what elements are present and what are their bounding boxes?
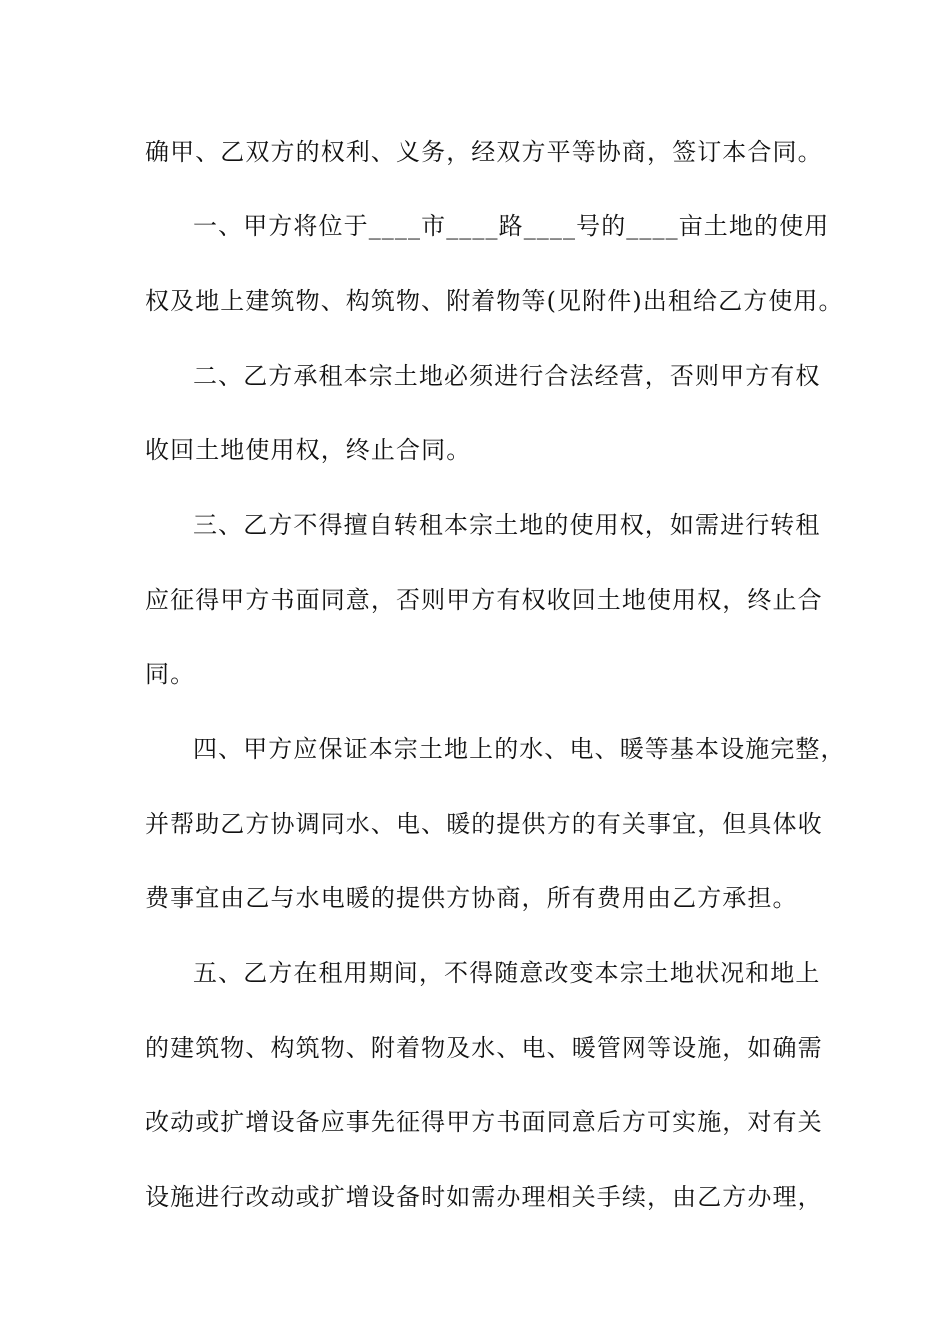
clause-5-line-3: 改动或扩增设备应事先征得甲方书面同意后方可实施，对有关 — [145, 1108, 823, 1136]
text-line-1: 确甲、乙双方的权利、义务，经双方平等协商，签订本合同。 — [145, 138, 823, 166]
clause-1-line-2: 权及地上建筑物、构筑物、附着物等(见附件)出租给乙方使用。 — [145, 287, 844, 315]
clause-5-line-1: 五、乙方在租用期间，不得随意改变本宗土地状况和地上 — [193, 959, 821, 987]
clause-5-line-2: 的建筑物、构筑物、附着物及水、电、暖管网等设施，如确需 — [145, 1034, 823, 1062]
clause-2-line-2: 收回土地使用权，终止合同。 — [145, 436, 472, 464]
clause-1-line-1: 一、甲方将位于____市____路____号的____亩土地的使用 — [193, 212, 830, 240]
clause-2-line-1: 二、乙方承租本宗土地必须进行合法经营，否则甲方有权 — [193, 362, 821, 390]
clause-3-line-2: 应征得甲方书面同意，否则甲方有权收回土地使用权，终止合 — [145, 586, 823, 614]
clause-4-line-2: 并帮助乙方协调同水、电、暖的提供方的有关事宜，但具体收 — [145, 810, 823, 838]
clause-4-line-3: 费事宜由乙与水电暖的提供方协商，所有费用由乙方承担。 — [145, 884, 798, 912]
clause-4-line-1: 四、甲方应保证本宗土地上的水、电、暖等基本设施完整， — [193, 735, 846, 763]
clause-5-line-4: 设施进行改动或扩增设备时如需办理相关手续，由乙方办理， — [145, 1183, 823, 1211]
clause-3-line-3: 同。 — [145, 660, 196, 688]
clause-3-line-1: 三、乙方不得擅自转租本宗土地的使用权，如需进行转租 — [193, 511, 821, 539]
